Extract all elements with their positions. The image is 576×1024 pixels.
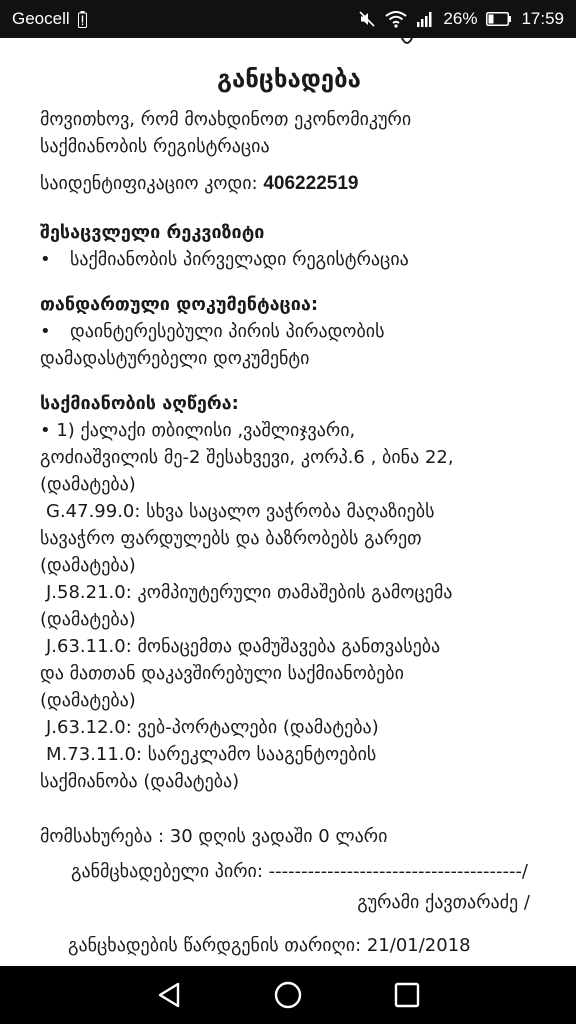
intro-line: საქმიანობის რეგისტრაცია (40, 136, 270, 157)
activity-heading: საქმიანობის აღწერა: (40, 393, 239, 414)
back-button[interactable] (149, 975, 189, 1015)
scroll-indicator-icon (400, 38, 414, 46)
activity-line: (დამატება) (40, 555, 136, 576)
code-value: 406222519 (263, 173, 359, 194)
code-label: საიდენტიფიკაციო კოდი: (40, 173, 264, 194)
navigation-bar (0, 966, 576, 1024)
submission-date: განცხადების წარდგენის თარიღი: 21/01/2018 (68, 935, 471, 956)
mute-icon (358, 10, 376, 28)
home-icon (273, 980, 303, 1010)
intro-text (40, 106, 538, 160)
carrier-name: Geocell (12, 9, 70, 28)
requisite-item (40, 246, 538, 273)
applicant-row (40, 858, 538, 885)
activity-line: • 1) ქალაქი თბილისი ,ვაშლიჯვარი, (40, 420, 356, 441)
activity-line: სავაჭრო ფარდულებს და ბაზრობებს გარეთ (40, 528, 422, 549)
activity-line: J.63.11.0: მონაცემთა დამუშავება განთვასება (46, 636, 441, 657)
battery-percent: 26% (443, 9, 478, 28)
applicant-signature-line: ---------------------------------------/ (268, 861, 528, 882)
back-icon (156, 981, 182, 1009)
bullet: • (40, 249, 51, 270)
service-fee: მომსახურება : 30 დღის ვადაში 0 ლარი (40, 826, 388, 847)
recents-icon (394, 982, 420, 1008)
activity-line: გოძიაშვილის მე-2 შესახვევი, კორპ.6 , ბინა 22, (40, 447, 454, 468)
signal-icon (416, 11, 434, 27)
attached-docs-item-line: დაინტერესებული პირის პირადობის (70, 321, 385, 342)
applicant-label: განმცხადებელი პირი: (70, 861, 269, 882)
activity-line: და მათთან დაკავშირებული საქმიანობები (40, 663, 404, 684)
status-bar-left (12, 9, 87, 29)
battery-alert-icon (78, 11, 87, 28)
attached-docs-item-line: დამადასტურებელი დოკუმენტი (40, 348, 310, 369)
status-bar (0, 0, 576, 38)
recents-button[interactable] (387, 975, 427, 1015)
activity-line: (დამატება) (40, 690, 136, 711)
activity-line: M.73.11.0: სარეკლამო სააგენტოების (46, 744, 377, 765)
clock: 17:59 (521, 9, 564, 28)
status-bar-right (358, 9, 564, 29)
activity-line: (დამატება) (40, 609, 136, 630)
attached-docs-heading: თანდართული დოკუმენტაცია: (40, 294, 319, 315)
battery-icon (486, 12, 512, 26)
activity-line: G.47.99.0: სხვა საცალო ვაჭრობა მაღაზიებს (46, 501, 435, 522)
activity-line: საქმიანობა (დამატება) (40, 771, 240, 792)
activity-line: J.63.12.0: ვებ-პორტალები (დამატება) (46, 717, 379, 738)
requisite-item-text: საქმიანობის პირველადი რეგისტრაცია (70, 249, 409, 270)
identification-code-row (40, 170, 538, 197)
wifi-icon (385, 11, 407, 28)
requisite-heading: შესაცვლელი რეკვიზიტი (40, 222, 265, 243)
applicant-name: გურამი ქავთარაძე / (357, 892, 530, 913)
activity-description (40, 417, 538, 795)
activity-line: J.58.21.0: კომპიუტერული თამაშების გამოცემა (46, 582, 453, 603)
activity-line: (დამატება) (40, 474, 136, 495)
home-button[interactable] (268, 975, 308, 1015)
bullet: • (40, 321, 51, 342)
intro-line: მოვითხოვ, რომ მოახდინოთ ეკონომიკური (40, 109, 412, 130)
attached-docs-item (40, 318, 538, 345)
document-content[interactable] (0, 38, 576, 966)
page-title: განცხადება (217, 65, 361, 93)
